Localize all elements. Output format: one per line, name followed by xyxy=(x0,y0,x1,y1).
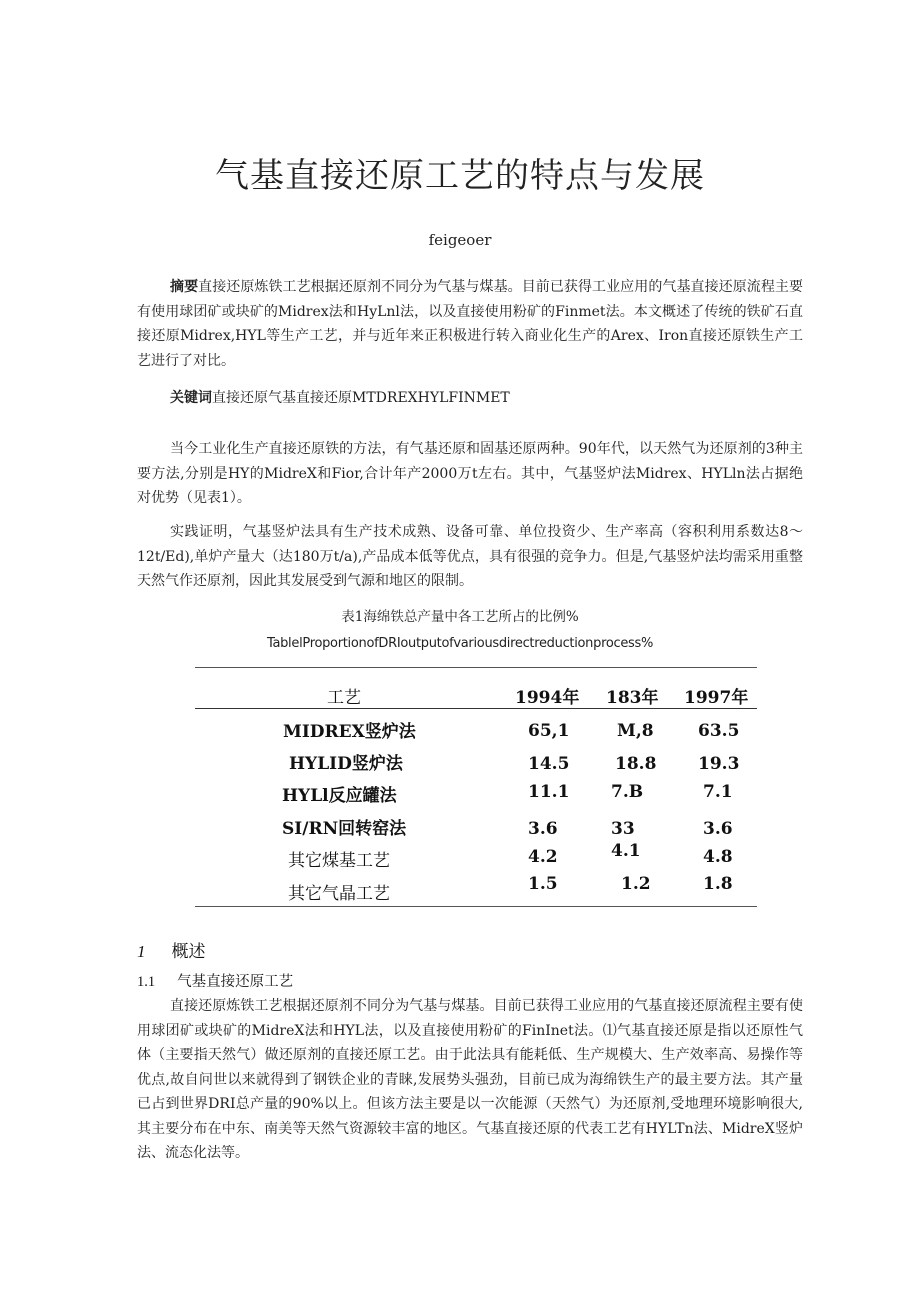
table-bottom-rule xyxy=(195,906,757,907)
intro-paragraph-2: 实践证明，气基竖炉法具有生产技术成熟、设备可靠、单位投资少、生产率高（容积利用系数达8～12t/Ed),单炉产量大（达180万t/a),产品成本低等优点，具有很强的竞争力。但是,气基竖炉法均需采用重整天然气作还原剂，因此其发展受到气源和地区的限制。 xyxy=(137,524,803,589)
table-header-1994: 1994年 xyxy=(515,688,580,708)
table-row-2-process: HYLID竖炉法 xyxy=(289,754,403,774)
table-header-process: 工艺 xyxy=(327,688,361,708)
table-top-rule xyxy=(195,667,757,668)
section-1-1-number: 1.1 xyxy=(137,974,156,990)
table-row-6-1997: 1.8 xyxy=(703,874,733,894)
keywords-label: 关键词 xyxy=(170,390,212,406)
abstract-label: 摘要 xyxy=(170,279,199,295)
keywords-text: 直接还原气基直接还原MTDREXHYLFINMET xyxy=(212,390,510,406)
table-caption-en: TablelProportionofDRIoutputofvariousdirectreductionprocess% xyxy=(266,636,654,651)
section-1-heading xyxy=(137,937,206,962)
table-row-2-1997: 19.3 xyxy=(698,754,740,774)
author: feigeoer xyxy=(428,231,492,249)
table-caption-cn: 表1海绵铁总产量中各工艺所占的比例% xyxy=(341,609,579,625)
table-row-3-183: 7.B xyxy=(611,782,644,802)
table-row-1-1994: 65,1 xyxy=(528,721,570,741)
table-header-183: 183年 xyxy=(606,688,659,708)
table-row-6-183: 1.2 xyxy=(621,874,651,894)
section-1-title: 概述 xyxy=(171,942,206,962)
section-1-number: 1 xyxy=(137,942,146,961)
table-row-3-1997: 7.1 xyxy=(703,782,733,802)
table-row-4-process: SI/RN回转窑法 xyxy=(282,819,407,839)
table-row-5-1994: 4.2 xyxy=(528,847,558,867)
table-row-2-183: 18.8 xyxy=(615,754,657,774)
table-row-5-183: 4.1 xyxy=(611,841,641,861)
table-row-2-1994: 14.5 xyxy=(528,754,570,774)
table-header-1997: 1997年 xyxy=(684,688,749,708)
section-1-1-heading xyxy=(137,970,293,991)
table-row-1-1997: 63.5 xyxy=(698,721,740,741)
table-row-5-1997: 4.8 xyxy=(703,847,733,867)
page-title: 气基直接还原工艺的特点与发展 xyxy=(215,156,705,196)
table-row-5-process: 其它煤基工艺 xyxy=(288,851,390,871)
abstract-paragraph xyxy=(137,275,803,373)
table-row-4-1997: 3.6 xyxy=(703,819,733,839)
table-row-6-process: 其它气晶工艺 xyxy=(288,884,390,904)
table-row-3-1994: 11.1 xyxy=(528,782,570,802)
table-row-3-process: HYLl反应罐法 xyxy=(282,786,397,806)
table-row-6-1994: 1.5 xyxy=(528,874,558,894)
section-1-1-title: 气基直接还原工艺 xyxy=(177,974,294,990)
table-row-1-process: MIDREX竖炉法 xyxy=(283,722,416,742)
table-row-4-183: 33 xyxy=(611,819,635,839)
intro-paragraph-1: 当今工业化生产直接还原铁的方法，有气基还原和固基还原两种。90年代，以天然气为还原剂的3种主要方法,分别是HY的MidreX和Fior,合计年产2000万t左右。其中，气基竖炉法Midrex、HYLln法占据绝对优势（见表1）。 xyxy=(137,441,803,506)
section-1-1-paragraph: 直接还原炼铁工艺根据还原剂不同分为气基与煤基。目前已获得工业应用的气基直接还原流程主要有使用球团矿或块矿的MidreX法和HYL法，以及直接使用粉矿的FinInet法。⑴气基直接还原是指以还原性气体（主要指天然气）做还原剂的直接还原工艺。由于此法具有能耗低、生产规模大、生产效率高、易操作等优点,故自问世以来就得到了钢铁企业的青睐,发展势头强劲，目前已成为海绵铁生产的最主要方法。其产量已占到世界DRI总产量的90%以上。但该方法主要是以一次能源（天然气）为还原剂,受地理环境影响很大,其主要分布在中东、南美等天然气资源较丰富的地区。气基直接还原的代表工艺有HYLTn法、MidreX竖炉法、流态化法等。 xyxy=(137,998,803,1161)
table-row-1-183: M,8 xyxy=(617,721,654,741)
keywords-paragraph xyxy=(137,386,803,411)
table-header-rule xyxy=(195,708,757,709)
abstract-text: 直接还原炼铁工艺根据还原剂不同分为气基与煤基。目前已获得工业应用的气基直接还原流程主要有使用球团矿或块矿的Midrex法和HyLnl法，以及直接使用粉矿的Finmet法。本文概述了传统的铁矿石直接还原Midrex,HYL等生产工艺，并与近年来正积极进行转入商业化生产的Arex、Iron直接还原铁生产工艺进行了对比。 xyxy=(137,279,804,369)
table-row-4-1994: 3.6 xyxy=(528,819,558,839)
